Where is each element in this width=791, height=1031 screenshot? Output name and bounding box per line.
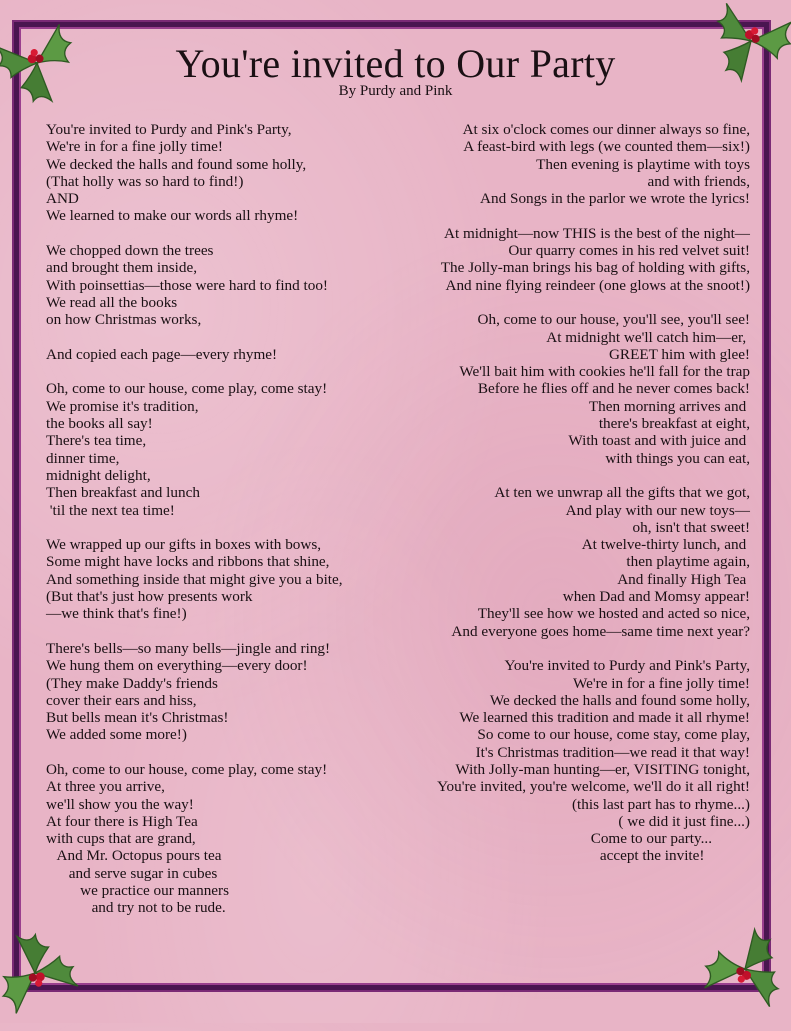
- poem-line: With toast and with juice and: [568, 432, 750, 450]
- poem-line: We learned this tradition and made it all rhyme!: [459, 709, 750, 727]
- poem-line: Oh, come to our house, you'll see, you'll see!: [477, 311, 750, 329]
- poem-line: Some might have locks and ribbons that shine,: [46, 553, 330, 571]
- poem-line: [46, 225, 343, 242]
- poem-line: But bells mean it's Christmas!: [46, 709, 229, 727]
- poem-line: 'til the next tea time!: [46, 501, 175, 519]
- poem-line: And Songs in the parlor we wrote the lyrics!: [480, 190, 750, 208]
- poem-line: With poinsettias—those were hard to find too!: [46, 276, 328, 294]
- page-subtitle: By Purdy and Pink: [338, 83, 453, 99]
- poem-line: We read all the books: [46, 293, 178, 311]
- poem-line: So come to our house, come stay, come play,: [477, 726, 750, 744]
- poem-line: And something inside that might give you a bite,: [46, 570, 343, 588]
- poem-line: dinner time,: [46, 449, 120, 467]
- poem-line: We decked the halls and found some holly,: [489, 691, 750, 709]
- poem-line: There's tea time,: [46, 432, 147, 450]
- poem-line: on how Christmas works,: [46, 311, 202, 329]
- poem-line: And everyone goes home—same time next year?: [451, 622, 750, 640]
- poem-line: We promise it's tradition,: [46, 397, 199, 415]
- poem-line: GREET him with glee!: [608, 345, 750, 363]
- poem-line: (That holly was so hard to find!): [46, 172, 244, 190]
- poem-line: And Mr. Octopus pours tea: [46, 847, 222, 865]
- poem-line: We're in for a fine jolly time!: [46, 138, 223, 156]
- poem-line: [46, 329, 343, 346]
- poem-line: At midnight we'll catch him—er,: [546, 328, 750, 346]
- poem-line: we practice our manners: [46, 882, 230, 900]
- poem-line: It's Christmas tradition—we read it that way!: [475, 743, 750, 761]
- poem-line: We'll bait him with cookies he'll fall for the trap: [459, 363, 750, 381]
- poem-line: (this last part has to rhyme...): [572, 795, 750, 813]
- poem-line: the books all say!: [46, 415, 153, 433]
- poem-line: we'll show you the way!: [46, 795, 194, 813]
- poem-line: And finally High Tea: [617, 570, 750, 588]
- poem-line: and try not to be rude.: [46, 899, 226, 917]
- poem-line: At six o'clock comes our dinner always so fine,: [462, 121, 750, 138]
- poem-line: Then morning arrives and: [588, 397, 750, 415]
- poem-line: cover their ears and hiss,: [46, 691, 197, 709]
- poem-line: Oh, come to our house, come play, come stay!: [46, 380, 328, 398]
- poem-line: then playtime again,: [626, 553, 750, 571]
- poem-line: We chopped down the trees: [46, 242, 214, 260]
- poem-line: accept the invite!: [599, 847, 750, 865]
- page-title: You're invited to Our Party: [175, 41, 616, 86]
- poem-line: A feast-bird with legs (we counted them—six!): [463, 138, 750, 156]
- poem-line: You're invited to Purdy and Pink's Party,: [504, 657, 750, 675]
- poem-line: Come to our party...: [590, 830, 750, 848]
- poem-line: We hung them on everything—every door!: [46, 657, 308, 675]
- poem-line: —we think that's fine!): [46, 605, 187, 623]
- poem-line: with things you can eat,: [605, 449, 750, 467]
- poem-line: They'll see how we hosted and acted so nice,: [477, 605, 750, 623]
- poem-line: midnight delight,: [46, 466, 151, 484]
- poem-line: And copied each page—every rhyme!: [46, 345, 278, 363]
- poem-line: And play with our new toys—: [565, 501, 750, 519]
- poem-line: and with friends,: [647, 172, 750, 190]
- poem-left-column: [46, 121, 343, 917]
- poem-line: We added some more!): [46, 726, 187, 744]
- poem-line: And nine flying reindeer (one glows at the snoot!): [445, 276, 750, 294]
- poem-line: We wrapped up our gifts in boxes with bows,: [46, 536, 322, 554]
- poem-line: The Jolly-man brings his bag of holding with gifts,: [440, 259, 750, 277]
- poem-line: We're in for a fine jolly time!: [573, 674, 750, 692]
- poem-line: Before he flies off and he never comes back!: [477, 380, 750, 398]
- poem-line: With Jolly-man hunting—er, VISITING tonight,: [455, 760, 750, 778]
- poem-right-column: [437, 121, 750, 865]
- poem-line: We learned to make our words all rhyme!: [46, 207, 299, 225]
- poem-line: oh, isn't that sweet!: [632, 518, 750, 536]
- poem-line: ( we did it just fine...): [618, 812, 750, 830]
- poem-line: and serve sugar in cubes: [46, 864, 218, 882]
- poem-line: Our quarry comes in his red velvet suit!: [508, 242, 750, 260]
- poem-line: At twelve-thirty lunch, and: [581, 536, 750, 554]
- poem-line: Then evening is playtime with toys: [536, 155, 750, 173]
- poem-line: There's bells—so many bells—jingle and ring!: [46, 639, 331, 657]
- poem-line: You're invited, you're welcome, we'll do it all right!: [437, 778, 750, 796]
- poem-line: when Dad and Momsy appear!: [562, 588, 750, 606]
- poem-line: [437, 294, 750, 311]
- poem-line: Then breakfast and lunch: [46, 484, 200, 502]
- poem-line: Oh, come to our house, come play, come stay!: [46, 760, 328, 778]
- poem-line: At ten we unwrap all the gifts that we got,: [494, 484, 750, 502]
- poem-line: there's breakfast at eight,: [598, 415, 750, 433]
- poem-line: [46, 744, 343, 761]
- poem-line: [437, 640, 750, 657]
- poem-line: (But that's just how presents work: [46, 588, 253, 606]
- poem-line: [437, 467, 750, 484]
- poem-line: At three you arrive,: [46, 778, 165, 796]
- poem-line: [437, 207, 750, 224]
- poem-line: AND: [46, 190, 79, 208]
- poem-line: At four there is High Tea: [46, 812, 198, 830]
- poem-line: You're invited to Purdy and Pink's Party,: [46, 121, 292, 138]
- poem-line: [46, 519, 343, 536]
- poem-line: (They make Daddy's friends: [46, 674, 218, 692]
- poem-line: [46, 363, 343, 380]
- poem-line: We decked the halls and found some holly,: [46, 155, 307, 173]
- poem-line: and brought them inside,: [46, 259, 198, 277]
- poem-line: At midnight—now THIS is the best of the night—: [444, 224, 750, 242]
- poem-line: with cups that are grand,: [46, 830, 196, 848]
- poem-line: [46, 623, 343, 640]
